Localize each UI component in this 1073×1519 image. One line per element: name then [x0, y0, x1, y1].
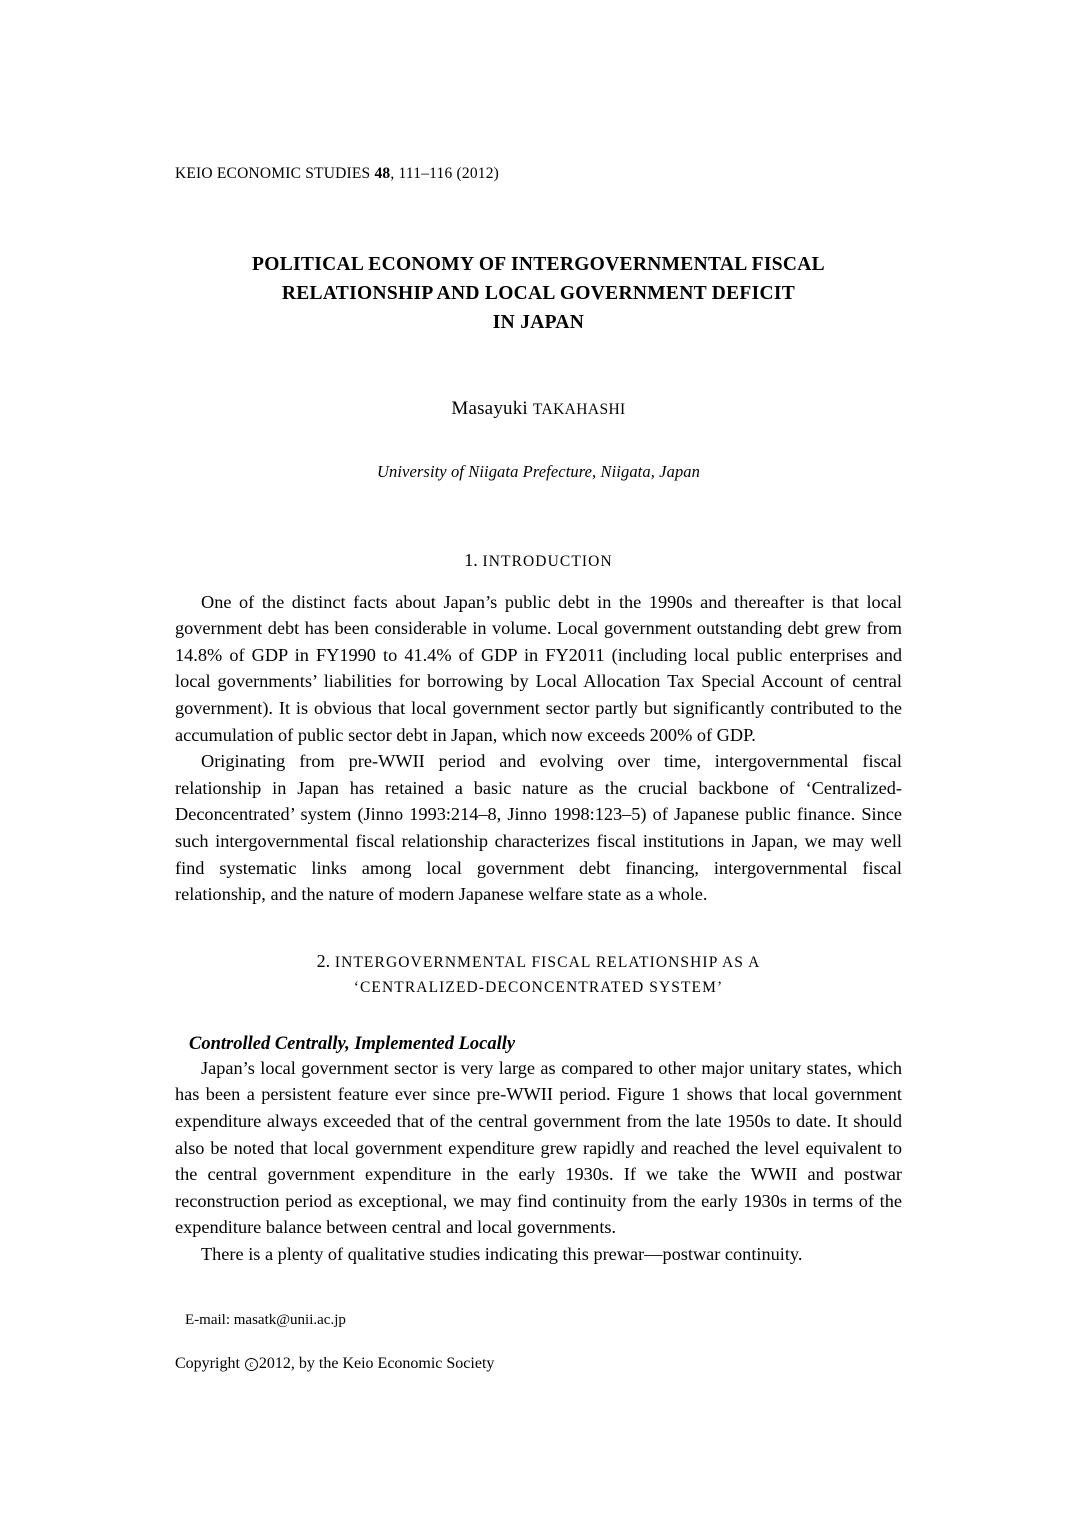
author-first-name: Masayuki — [451, 397, 533, 419]
title-line-1: POLITICAL ECONOMY OF INTERGOVERNMENTAL FISCAL — [252, 254, 825, 275]
section-number-2: 2. — [316, 950, 331, 971]
journal-pages-year: , 111–116 (2012) — [390, 165, 500, 182]
section-title-2-line-1: INTERGOVERNMENTAL FISCAL RELATIONSHIP AS A — [334, 953, 761, 971]
section-heading-2 — [175, 948, 902, 1000]
paragraph-1: One of the distinct facts about Japan’s public debt in the 1990s and thereafter is that local government debt has been considerable in volume. Local government outstanding debt grew from 14.8% of GDP in FY1990 to 41.4% of GDP in FY2011 (including local public enterprises and local governments’ liabilities for borrowing by Local Allocation Tax Special Account of central government). It is obvious that local government sector partly but significantly contributed to the accumulation of public sector debt in Japan, which now exceeds 200% of GDP. — [175, 591, 902, 745]
title-line-3: IN JAPAN — [492, 311, 585, 333]
author-name — [175, 398, 902, 420]
copyright-icon: c — [245, 1358, 258, 1371]
copyright-prefix: Copyright — [175, 1354, 244, 1372]
journal-header — [175, 165, 902, 183]
paragraph-3: Japan’s local government sector is very large as compared to other major unitary states, which has been a persistent feature ever since pre-WWII period. Figure 1 shows that local government expenditure always exceeded that of the central government from the late 1950s to date. It should also be noted that local government expenditure grew rapidly and reached the level equivalent to the central government expenditure in the early 1930s. If we take the WWII and postwar reconstruction period as exceptional, we may find continuity from the early 1930s in terms of the expenditure balance between central and local governments. — [175, 1057, 902, 1238]
paragraph-4: There is a plenty of qualitative studies indicating this prewar—postwar continuity. — [201, 1244, 803, 1265]
author-affiliation: University of Niigata Prefecture, Niigata, Japan — [377, 461, 700, 481]
contact-email-line — [175, 1312, 902, 1329]
email-address[interactable]: masatk@unii.ac.jp — [233, 1311, 346, 1328]
email-label: E-mail: — [185, 1311, 234, 1328]
section-title-1: INTRODUCTION — [482, 552, 613, 570]
subsection-heading: Controlled Centrally, Implemented Locally — [189, 1033, 516, 1054]
title-line-2: RELATIONSHIP AND LOCAL GOVERNMENT DEFICIT — [281, 282, 796, 304]
paragraph-2: Originating from pre-WWII period and evolving over time, intergovernmental fiscal relationship in Japan has retained a basic nature as the crucial backbone of ‘Centralized-Deconcentrated’ system (Jinno 1993:214–8, Jinno 1998:123–5) of Japanese public finance. Since such intergovernmental fiscal relationship characterizes fiscal institutions in Japan, we may well find systematic links among local government debt financing, intergovernmental fiscal relationship, and the nature of modern Japanese welfare state as a whole. — [175, 751, 902, 905]
journal-name: KEIO ECONOMIC STUDIES — [175, 165, 371, 182]
section-title-2-line-2: ‘CENTRALIZED-DECONCENTRATED SYSTEM’ — [353, 978, 724, 996]
page-title — [175, 251, 902, 338]
journal-volume: 48 — [374, 165, 391, 182]
section-heading-1 — [175, 550, 902, 571]
copyright-line — [175, 1355, 902, 1373]
author-last-name: TAKAHASHI — [532, 400, 626, 418]
section-number-1: 1. — [464, 549, 478, 570]
page-content — [175, 165, 902, 1373]
copyright-suffix: 2012, by the Keio Economic Society — [258, 1354, 495, 1372]
